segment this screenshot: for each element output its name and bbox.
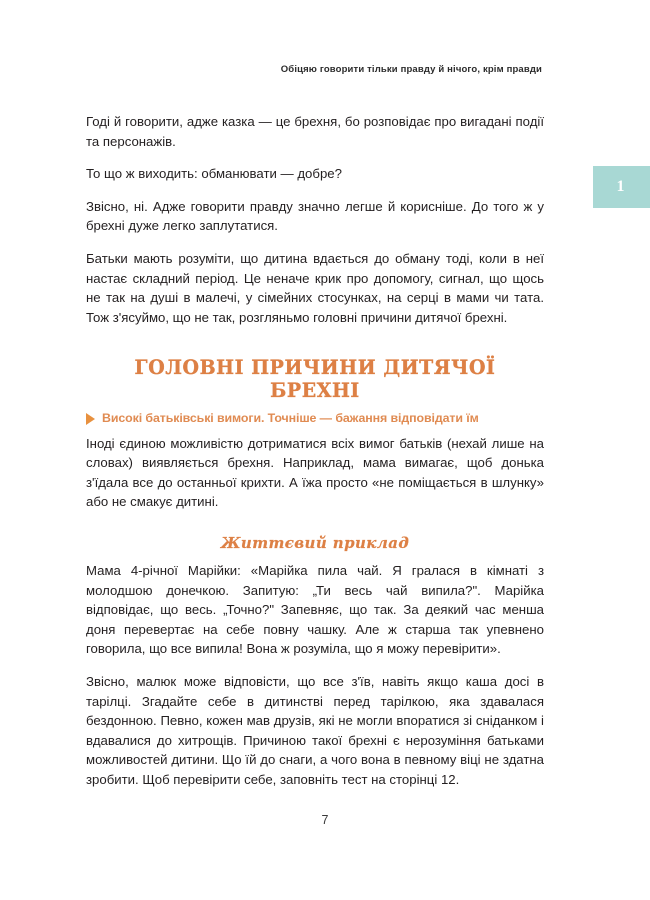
example-title: Життєвий приклад <box>220 534 410 553</box>
paragraph-intro-4: Батьки мають розуміти, що дитина вдається до обману тоді, коли в неї настає складний період. Це неначе крик про допомогу, сигнал, що щось не так на душі в малечі, у сімейних стосунках, на серці в мами чи тата. Тож з'ясуймо, що не так, розгляньмо головні причини дитячої брехні. <box>86 250 544 325</box>
sub-heading-label: Високі батьківські вимоги. Точніше — бажання відповідати їм <box>102 411 479 426</box>
page-number: 7 <box>321 813 329 827</box>
running-head: Обіцяю говорити тільки правду й нічого, крім правди <box>280 64 542 75</box>
paragraph-intro-2: То що ж виходить: обманювати — добре? <box>86 166 342 182</box>
paragraph-section-body: Іноді єдиною можливістю дотриматися всіх вимог батьків (нехай лише на словах) виявляється брехня. Наприклад, мама вимагає, щоб донька з'їдала все до останньої крихти. А їжа просто «не поміщається в шлунку» або не смакує дитині. <box>86 435 544 510</box>
paragraph-closing: Звісно, малюк може відповісти, що все з'їв, навіть якщо каша досі в тарілці. Згадайте себе в дитинстві перед тарілкою, яка здавалася бездонною. Певно, кожен мав друзів, які не могли впоратися зі сніданком і вдавалися до хитрощів. Причиною такої брехні є нерозуміння батьками можливостей дитини. Що їй до снаги, а чого вона в певному віці не здатна зробити. Щоб перевірити себе, заповніть тест на сторінці 12. <box>86 674 544 787</box>
text-column <box>86 112 544 790</box>
paragraph-intro-3: Звісно, ні. Адже говорити правду значно легше й корисніше. До того ж у брехні дуже легко заплутатися. <box>86 198 544 234</box>
chapter-number: 1 <box>616 178 625 195</box>
paragraph-intro-1: Годі й говорити, адже казка — це брехня, бо розповідає про вигадані події та персонажів. <box>86 114 544 149</box>
chapter-side-tab <box>593 166 650 208</box>
paragraph-example-body: Мама 4-річної Марійки: «Марійка пила чай. Я гралася в кімнаті з молодшою донечкою. Запитую: „Ти весь чай випила?". Марійка відповідає, що весь. „Точно?" Запевняє, що так. За деякий час менша доня перевертає на себе повну чашку. Але ж старша так упевнено говорила, що все випила! Вона ж розуміла, що я можу перевірити». <box>86 563 544 657</box>
sub-heading <box>86 411 544 427</box>
triangle-right-icon <box>86 413 95 425</box>
section-title: ГОЛОВНІ ПРИЧИНИ ДИТЯЧОЇ БРЕХНІ <box>134 356 496 402</box>
